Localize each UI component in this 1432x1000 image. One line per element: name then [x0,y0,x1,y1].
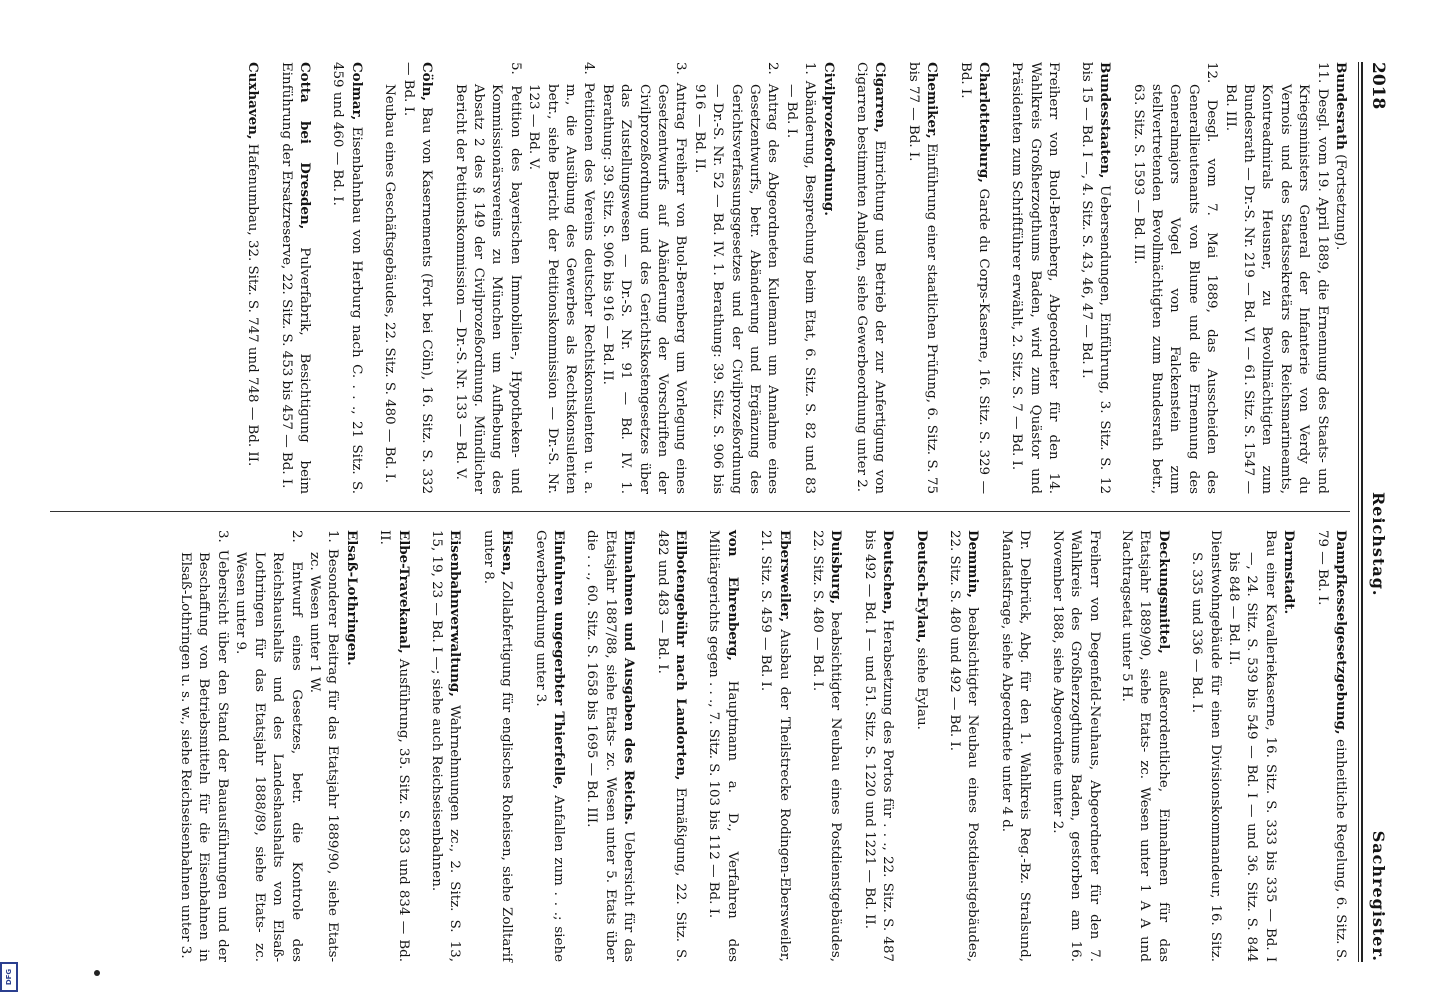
index-entry [478,530,516,962]
entry-line [328,62,366,494]
entry-line [1279,530,1298,962]
running-title-right: Sachregister. [1369,830,1388,962]
index-entry [955,62,993,494]
entry-heading: Cotta bei Dresden, [297,62,314,230]
entry-line [276,62,314,494]
entry-text: beabsichtigter Neubau eines Postdienstgebäudes, 22. Sitz. S. 480 — Bd. I. [810,530,844,962]
entry-text: Pulverfabrik, Besichtigung beim Einführung der Ersatzreserve, 22. Sitz. S. 453 bis 457 — Bd. I. [278,62,313,495]
entry-text: Herabsetzung des Portos für . . ., 22. Sitz. S. 487 bis 492 — Bd. I — und 51. Sitz. S. 1220 und 1221 — Bd. II. [861,530,896,962]
entry-text: Bau von Kasernements (Fort bei Cöln), 16. Sitz. S. 332 — Bd. I. [400,62,435,494]
index-entry [276,62,314,494]
index-entry [176,530,361,962]
entry-heading: Civilprozeßordnung. [820,62,837,216]
running-title: Reichstag. [1369,492,1388,597]
entry-heading: Eilbotengebühr nach Landorten, [673,530,690,781]
index-entry [450,62,838,494]
entry-heading: Deutsch-Eylau, [913,530,930,644]
entry-text: Uebersendungen, Einführung, 3. Sitz. S. 12 bis 15 — Bd. I —, 4. Sitz. S. 43, 46, 47 — Bd. I. [1078,62,1113,494]
entry-line [1047,530,1102,962]
entry-text: Einführung einer staatlichen Prüfung, 6. Sitz. S. 75 bis 77 — Bd. I. [905,62,940,494]
index-entry [859,530,897,962]
entry-heading: Darmstadt. [1281,530,1298,615]
entry-line [808,530,846,962]
index-entry [1007,62,1062,494]
entry-text: Zollabfertigung für englisches Roheisen, siehe Zolltarif unter 8. [480,530,515,962]
entry-line [1076,62,1114,494]
entry-line [756,530,794,962]
entry-line [375,530,413,962]
entry-heading: Eisen, [499,530,516,576]
entry-line [341,530,360,962]
entry-heading: Charlottenburg, [976,62,993,183]
right-column [162,530,1350,962]
entry-subitem: 11. Desgl. vom 19. April 1889, die Ernennung des Staats- und Kriegsministers General der Infanterie von Verdy du Vernois und des Staatssekretärs des Reichsmarineamts, Kontreadmirals Heusner, zu Bevollmächtigten zum Bundesrath — Dr.-S. Nr. 219 — Bd. VI — 61. Sitz. S. 1547 — Bd. III. [1222,62,1330,494]
index-entry [704,530,742,962]
index-entry [1312,530,1350,962]
entry-subitem: 2. Entwurf eines Gesetzes, betr. die Kontrole des Reichshaushalts und des Landeshaushalts von Elsaß-Lothringen für das Etatsjahr 1888/89, siehe Etats- zc. Wesen unter 9. [233,530,304,962]
entry-line [704,530,742,962]
header-rule [1361,62,1363,962]
entry-heading: Eisenbahnverwaltung, [447,530,464,697]
entry-subitem: 12. Desgl. vom 7. Mai 1889, das Ausscheiden des Generallieutenants von Blume und die Ernennung des Generalmajors Vogel von Falckenstein zum stellvertretenden Bevollmächtigten zum Bundesrath betr., 63. Sitz. S. 1593 — Bd. III. [1130,62,1220,494]
entry-line [1331,62,1350,494]
entry-line [478,530,516,962]
entry-line [818,62,837,494]
index-entry [808,530,846,962]
index-entry [945,530,983,962]
entry-text: Einrichtung und Betrieb der zur Anfertigung von Cigarren bestimmten Anlagen, siehe Gewerbeordnung unter 2. [854,62,888,494]
index-entry [1076,62,1114,494]
entry-text: beabsichtigter Neubau eines Postdienstgebäudes, 22. Sitz. S. 480 und 492 — Bd. I. [947,530,981,962]
entry-heading: Deckungsmittel, [1155,530,1172,654]
column-divider [50,511,1350,512]
entry-line [903,62,941,494]
index-entry [903,62,941,494]
entry-text: Uebersicht für das Etatsjahr 1887/88, siehe Etats- zc. Wesen unter 5. Etats über die . . ., 60. Sitz. S. 1658 bis 1695 — Bd. III. [584,530,637,962]
entry-subitem: 1. Besonderer Beitrag für das Etatsjahr 1889/90, siehe Etats- zc. Wesen unter 1 W. [306,530,341,962]
entry-text: Hauptmann a. D., Verfahren des Militärgerichts gegen . . ., 7. Sitz. S. 103 bis 112 — Bd. I. [706,530,740,962]
entry-text: Anfallen zum . . .; siehe Gewerbeordnung unter 3. [532,530,566,962]
index-entry [911,530,930,962]
entry-heading: Demmin, [965,530,982,598]
entry-heading: Dampfkesselgesetzgebung, [1333,530,1349,735]
entry-continuation: Neubau eines Geschäftsgebäudes, 22. Sitz. S. 480 — Bd. I. [382,84,398,484]
entry-heading: Ebersweiler, [776,530,793,623]
entry-heading: Cuxhaven, [245,62,262,140]
entry-text: einheitliche Regelung, 6. Sitz. S. 79 — Bd. I. [1314,530,1348,962]
entry-text: Hafenumbau, 32. Sitz. S. 747 und 748 — Bd. II. [245,143,261,467]
entry-subitem: 4. Petitionen des Vereins deutscher Rechtskonsulenten u. a. m., die Ausübung des Gewerbes als Rechtskonsulenten betr., siehe Bericht der Petitionskommission — Dr.-S. Nr. 123 — Bd. V. [526,62,597,494]
entry-line [1007,62,1062,494]
entry-heading: Elsaß-Lothringen. [343,530,360,666]
entry-text: Ausführung, 35. Sitz. S. 833 und 834 — Bd. II. [377,530,411,962]
left-column [229,62,1350,494]
entry-text: Ermäßigung, 22. Sitz. S. 482 und 483 — Bd. I. [654,530,689,962]
entry-subitem: 3. Antrag Freiherr von Buol-Berenberg um Vorlegung eines Gesetzentwurfs auf Abänderung der Vorschriften der Civilprozeßordnung und des Gerichtskostengesetzes über das Zustellungswesen — Dr.-S. Nr. 91 — Bd. IV. 1. Berathung: 39. Sitz. S. 906 bis 916 — Bd. II. [599,62,689,494]
index-entry [243,62,262,494]
entry-heading: Cigarren, [872,62,889,133]
entry-text: Dr. Delbrück, Abg. für den 1. Wahlkreis Reg.-Bz. Stralsund, Mandatsfrage, siehe Abgeordnete unter 4 d. [998,530,1033,962]
entry-line [997,530,1034,962]
entry-heading: Einnahmen und Ausgaben des Reichs. [621,530,638,825]
entry-line [398,62,436,494]
entry-text: (Fortsetzung). [1333,154,1348,251]
page-header [1362,62,1392,962]
index-entry [582,530,638,962]
entry-heading: Bundesstaaten, [1097,62,1114,179]
index-entry [652,530,690,962]
entry-subitem: Bau einer Kavalleriekaserne, 16. Sitz. S. 333 bis 335 — Bd. I —, 24. Sitz. S. 539 bis 549 — Bd. I — und 36. Sitz. S. 844 bis 848 — Bd. II. [1225,530,1278,962]
entry-heading: von Ehrenberg, [724,530,741,661]
page-content [52,62,1392,962]
entry-subitem: Dienstwohngebäude für einen Divisionskommandeur, 16. Sitz. S. 335 und 336 — Bd. I. [1189,530,1223,962]
entry-subitem: 2. Antrag des Abgeordneten Kulemann um Annahme eines Gesetzentwurfs, betr. Abänderung und Ergänzung des Gerichtsverfassungsgesetzes und der Civilprozeßordnung — Dr.-S. Nr. 52 — Bd. IV. 1. Berathung: 39. Sitz. S. 906 bis 916 — Bd. II. [691,62,781,494]
entry-heading: Chemiker, [924,62,941,139]
entry-subitem: 5. Petition des bayerischen Immobilien-, Hypotheken- und Kommissionärsvereins zu München um Aufhebung des Absatz 2 des § 149 der Civilprozeßordnung. Mündlicher Bericht der Petitionskommission — Dr.-S. Nr. 133 — Bd. V. [452,62,523,494]
index-entry [427,530,465,962]
index-entry [1187,530,1298,962]
footer-strip [4,60,24,960]
entry-text: Eisenbahnbau von Herburg nach C. . . ., 21 Sitz. S. 459 und 460 — Bd. I. [330,62,364,494]
entry-line [859,530,897,962]
entry-heading: Deutschen, [880,530,897,615]
entry-line [852,62,890,494]
index-entry [997,530,1034,962]
entry-text: Garde du Corps-Kaserne, 16. Sitz. S. 329 — Bd. I. [957,62,992,494]
entry-heading: Duisburg, [828,530,845,605]
entry-line [955,62,993,494]
entry-text: Freiherr von Buol-Berenberg, Abgeordneter für den 14. Wahlkreis Großherzogthums Baden, wird zum Quästor und Präsidenten zum Schriftführer erwählt, 2. Sitz. S. 7 — Bd. I. [1009,62,1062,494]
index-entry [328,62,366,494]
entry-text: außerordentliche, Einnahmen für das Etatsjahr 1889/90, siehe Etats- zc. Wesen unter 1 A A und Nachtragsetat unter 5 H. [1118,530,1171,962]
entry-line [582,530,638,962]
entry-line [652,530,690,962]
entry-line [1117,530,1173,962]
entry-line [427,530,465,962]
entry-text: Ausbau der Theilstrecke Rodingen-Ebersweiler, 21. Sitz. S. 459 — Bd. I. [758,530,792,962]
index-entry [1047,530,1102,962]
entry-line [530,530,568,962]
entry-line [945,530,983,962]
index-entry [756,530,794,962]
entry-line [911,530,930,962]
entry-line [243,62,262,494]
page-number: 2018 [1368,62,1388,110]
entry-subitem: 3. Uebersicht über den Stand der Bauausführungen und der Beschaffung von Betriebsmitteln für die Eisenbahnen in Elsaß-Lothringen u. s. w., siehe Reichseisenbahnen unter 3. [178,530,230,962]
header-rule-thin [1358,62,1359,962]
dfg-logo [0,962,18,992]
entry-text: siehe Eylau. [913,647,929,730]
entry-text: Wahrnehmungen zc., 2. Sitz. S. 13, 15, 19, 23 — Bd. I —; siehe auch Reichseisenbahnen. [428,530,463,962]
index-entry [375,530,413,962]
dfg-logo-text: DFG [5,968,13,986]
index-entry [530,530,568,962]
index-entry [852,62,890,494]
entry-text: Freiherr von Degenfeld-Neuhaus, Abgeordneter für den 7. Wahlkreis des Großherzogthums Baden, gestorben am 16. November 1888, siehe Abgeordnete unter 2. [1049,530,1102,962]
index-entry [1128,62,1350,494]
index-entry [380,62,436,494]
entry-heading: Elbe-Travekanal, [395,530,412,654]
index-entry [1117,530,1173,962]
entry-line [1312,530,1350,962]
entry-subitem: 1. Abänderung, Besprechung beim Etat, 6. Sitz. S. 82 und 83 — Bd. I. [783,62,818,494]
entry-heading: Colmar, [348,62,365,121]
entry-heading: Bundesrath [1333,62,1349,150]
entry-heading: Cöln, [419,62,436,102]
entry-heading: Einfuhren ungegerbter Thierfelle, [551,530,567,790]
ink-dot [94,970,100,976]
